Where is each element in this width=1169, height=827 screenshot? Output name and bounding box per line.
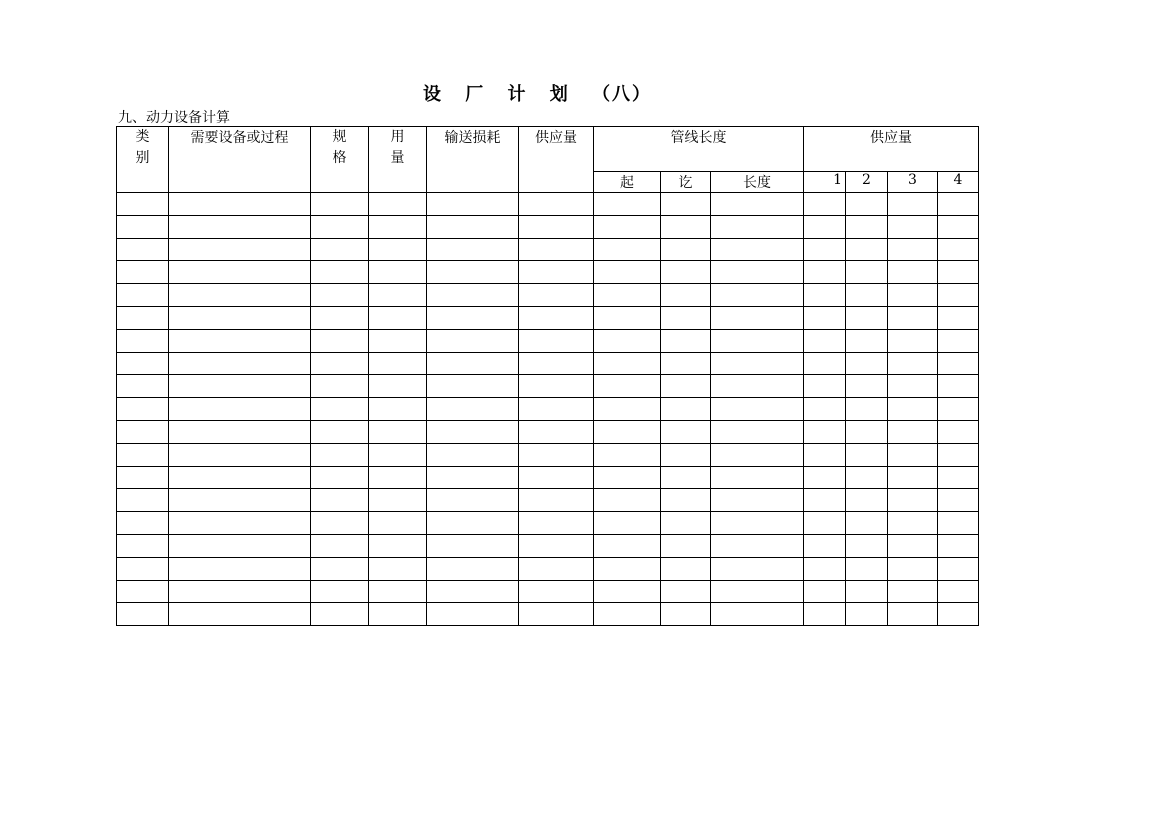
table-cell (369, 489, 427, 512)
table-cell (594, 557, 661, 580)
table-cell (804, 238, 846, 261)
table-cell (888, 306, 938, 329)
table-cell (938, 375, 979, 398)
table-cell (661, 193, 711, 216)
table-cell (169, 215, 311, 238)
table-cell (311, 580, 369, 603)
table-cell (169, 443, 311, 466)
table-cell (661, 603, 711, 626)
table-cell (846, 238, 888, 261)
table-cell (661, 352, 711, 375)
table-cell (117, 580, 169, 603)
table-row (117, 580, 979, 603)
table-cell (427, 238, 519, 261)
table-cell (169, 489, 311, 512)
table-cell (938, 306, 979, 329)
table-cell (311, 557, 369, 580)
table-cell (711, 306, 804, 329)
table-row (117, 489, 979, 512)
table-cell (888, 466, 938, 489)
table-row (117, 284, 979, 307)
table-cell (427, 215, 519, 238)
table-cell (804, 398, 846, 421)
table-cell (369, 193, 427, 216)
table-cell (846, 489, 888, 512)
table-row (117, 512, 979, 535)
table-cell (369, 443, 427, 466)
header-usage: 用 量 (369, 127, 427, 193)
power-equipment-table (116, 126, 979, 626)
table-cell (711, 193, 804, 216)
table-cell (711, 557, 804, 580)
table-cell (519, 512, 594, 535)
table-cell (427, 352, 519, 375)
table-cell (519, 489, 594, 512)
table-cell (888, 443, 938, 466)
table-cell (711, 489, 804, 512)
table-cell (846, 443, 888, 466)
table-cell (938, 512, 979, 535)
header-pipe-to: 讫 (661, 172, 711, 193)
table-cell (519, 420, 594, 443)
table-cell (169, 284, 311, 307)
table-row (117, 466, 979, 489)
table-cell (938, 238, 979, 261)
table-cell (117, 329, 169, 352)
table-cell (846, 512, 888, 535)
table-cell (804, 603, 846, 626)
table-cell (519, 580, 594, 603)
table-cell (594, 329, 661, 352)
table-cell (427, 489, 519, 512)
table-cell (711, 420, 804, 443)
table-cell (804, 306, 846, 329)
table-cell (427, 329, 519, 352)
table-cell (661, 398, 711, 421)
table-cell (938, 534, 979, 557)
table-cell (711, 352, 804, 375)
header-equipment: 需要设备或过程 (169, 127, 311, 193)
table-cell (711, 512, 804, 535)
table-cell (804, 420, 846, 443)
table-cell (519, 306, 594, 329)
table-cell (169, 512, 311, 535)
table-row (117, 375, 979, 398)
table-cell (519, 284, 594, 307)
table-cell (311, 466, 369, 489)
table-cell (427, 580, 519, 603)
table-cell (804, 557, 846, 580)
table-cell (117, 306, 169, 329)
title-char: 划 (549, 84, 570, 105)
table-cell (369, 284, 427, 307)
table-cell (519, 603, 594, 626)
table-cell (846, 306, 888, 329)
table-cell (938, 580, 979, 603)
table-cell (594, 261, 661, 284)
table-cell (117, 352, 169, 375)
table-cell (594, 215, 661, 238)
table-cell (661, 466, 711, 489)
table-cell (169, 375, 311, 398)
table-cell (117, 238, 169, 261)
table-cell (117, 398, 169, 421)
title-char: 计 (507, 84, 528, 105)
table-cell (311, 261, 369, 284)
table-cell (427, 534, 519, 557)
table-cell (888, 352, 938, 375)
table-cell (804, 375, 846, 398)
table-cell (888, 580, 938, 603)
table-cell (594, 534, 661, 557)
table-row (117, 329, 979, 352)
table-row (117, 420, 979, 443)
table-cell (938, 261, 979, 284)
table-cell (369, 534, 427, 557)
table-cell (594, 580, 661, 603)
table-cell (594, 512, 661, 535)
table-cell (661, 238, 711, 261)
header-supply-group: 供应量 (804, 127, 979, 172)
table-cell (369, 398, 427, 421)
table-cell (519, 238, 594, 261)
table-cell (661, 534, 711, 557)
table-cell (169, 238, 311, 261)
table-cell (888, 329, 938, 352)
table-cell (369, 329, 427, 352)
table-cell (661, 420, 711, 443)
table-cell (846, 580, 888, 603)
table-cell (427, 193, 519, 216)
table-cell (311, 306, 369, 329)
table-cell (311, 443, 369, 466)
title-char: （八） (592, 84, 653, 105)
table-cell (369, 603, 427, 626)
table-cell (846, 215, 888, 238)
table-cell (519, 375, 594, 398)
table-cell (938, 489, 979, 512)
table-cell (804, 580, 846, 603)
table-cell (427, 466, 519, 489)
table-cell (427, 375, 519, 398)
table-cell (369, 557, 427, 580)
table-row (117, 261, 979, 284)
table-cell (427, 512, 519, 535)
table-cell (311, 420, 369, 443)
table-cell (804, 466, 846, 489)
header-supply-col-2: 2 (846, 172, 888, 193)
table-cell (311, 489, 369, 512)
header-pipe-len: 长度 (711, 172, 804, 193)
table-cell (804, 215, 846, 238)
table-cell (846, 329, 888, 352)
table-cell (938, 603, 979, 626)
table-cell (888, 534, 938, 557)
table-cell (846, 261, 888, 284)
table-row (117, 215, 979, 238)
table-cell (846, 398, 888, 421)
table-cell (594, 238, 661, 261)
table-cell (519, 193, 594, 216)
table-cell (311, 352, 369, 375)
table-cell (519, 534, 594, 557)
table-cell (169, 466, 311, 489)
table-cell (117, 284, 169, 307)
header-row (117, 127, 979, 172)
table-cell (594, 420, 661, 443)
table-cell (938, 557, 979, 580)
header-transmission-loss: 输送损耗 (427, 127, 519, 193)
table-cell (594, 603, 661, 626)
table-cell (938, 420, 979, 443)
table-cell (711, 238, 804, 261)
table-cell (661, 443, 711, 466)
table-cell (711, 534, 804, 557)
table-cell (594, 193, 661, 216)
table-cell (594, 375, 661, 398)
table-cell (804, 534, 846, 557)
table-cell (661, 329, 711, 352)
table-cell (369, 238, 427, 261)
document-title (0, 80, 1075, 106)
table-cell (846, 557, 888, 580)
table-cell (888, 557, 938, 580)
table-cell (661, 215, 711, 238)
table-cell (169, 398, 311, 421)
table-row (117, 306, 979, 329)
table-cell (938, 329, 979, 352)
table-cell (519, 398, 594, 421)
table-row (117, 352, 979, 375)
table-row (117, 238, 979, 261)
table-cell (938, 284, 979, 307)
table-row (117, 398, 979, 421)
table-cell (888, 261, 938, 284)
table-cell (169, 534, 311, 557)
table-cell (594, 489, 661, 512)
title-char: 设 (422, 84, 443, 105)
table-cell (661, 375, 711, 398)
header-pipe-from: 起 (594, 172, 661, 193)
table-cell (846, 420, 888, 443)
table-row (117, 603, 979, 626)
table-cell (804, 284, 846, 307)
table-cell (661, 284, 711, 307)
table-cell (888, 489, 938, 512)
table-cell (804, 193, 846, 216)
table-cell (117, 512, 169, 535)
table-cell (661, 512, 711, 535)
table-cell (369, 375, 427, 398)
header-supply-col-4: 4 (938, 172, 979, 193)
table-cell (888, 215, 938, 238)
table-cell (117, 603, 169, 626)
table-cell (369, 466, 427, 489)
table-cell (711, 215, 804, 238)
table-cell (938, 352, 979, 375)
table-cell (117, 489, 169, 512)
table-cell (311, 603, 369, 626)
table-cell (427, 284, 519, 307)
table-cell (888, 512, 938, 535)
table-cell (711, 443, 804, 466)
table-cell (369, 215, 427, 238)
table-cell (888, 193, 938, 216)
table-cell (311, 534, 369, 557)
table-cell (846, 193, 888, 216)
table-cell (938, 466, 979, 489)
table-cell (169, 261, 311, 284)
table-cell (711, 580, 804, 603)
table-cell (846, 375, 888, 398)
table-cell (369, 352, 427, 375)
table-cell (711, 603, 804, 626)
table-cell (169, 557, 311, 580)
table-cell (311, 398, 369, 421)
table-cell (169, 580, 311, 603)
table-cell (846, 352, 888, 375)
table-cell (711, 398, 804, 421)
table-cell (117, 261, 169, 284)
table-cell (938, 443, 979, 466)
table-cell (519, 261, 594, 284)
table-cell (427, 398, 519, 421)
table-cell (594, 306, 661, 329)
table-cell (117, 534, 169, 557)
table-cell (661, 261, 711, 284)
table-cell (804, 489, 846, 512)
table-cell (519, 466, 594, 489)
table-cell (427, 420, 519, 443)
table-cell (311, 375, 369, 398)
section-heading: 九、动力设备计算 (118, 110, 230, 126)
table-cell (311, 215, 369, 238)
table-cell (661, 306, 711, 329)
table-cell (311, 238, 369, 261)
table-cell (117, 375, 169, 398)
table-cell (846, 603, 888, 626)
table-cell (938, 193, 979, 216)
table-cell (427, 603, 519, 626)
header-supply-col-1: 1 (804, 172, 846, 193)
table-row (117, 443, 979, 466)
title-char: 厂 (465, 84, 486, 105)
table-cell (846, 534, 888, 557)
table-cell (369, 420, 427, 443)
table-row (117, 557, 979, 580)
table-cell (804, 329, 846, 352)
table-cell (661, 557, 711, 580)
table-cell (369, 580, 427, 603)
table-cell (427, 557, 519, 580)
table-row (117, 193, 979, 216)
header-supply: 供应量 (519, 127, 594, 193)
table-cell (169, 306, 311, 329)
table-cell (369, 512, 427, 535)
header-pipe-length: 管线长度 (594, 127, 804, 172)
table-cell (169, 352, 311, 375)
table-cell (661, 580, 711, 603)
header-category: 类 别 (117, 127, 169, 193)
table-cell (888, 284, 938, 307)
table-cell (369, 306, 427, 329)
table-cell (169, 329, 311, 352)
table-cell (804, 261, 846, 284)
table-cell (519, 215, 594, 238)
table-cell (888, 420, 938, 443)
table-cell (169, 193, 311, 216)
table-cell (888, 375, 938, 398)
table-cell (311, 329, 369, 352)
table-cell (804, 512, 846, 535)
table-cell (711, 284, 804, 307)
table-cell (711, 466, 804, 489)
table-row (117, 534, 979, 557)
table-cell (888, 238, 938, 261)
table-cell (888, 603, 938, 626)
table-cell (804, 443, 846, 466)
header-spec: 规 格 (311, 127, 369, 193)
table-cell (117, 193, 169, 216)
table-cell (427, 443, 519, 466)
table-cell (846, 284, 888, 307)
table-cell (117, 466, 169, 489)
table-cell (594, 352, 661, 375)
table-cell (888, 398, 938, 421)
table-cell (369, 261, 427, 284)
table-cell (427, 261, 519, 284)
table-cell (711, 329, 804, 352)
table-cell (594, 466, 661, 489)
table-cell (846, 466, 888, 489)
table-cell (519, 443, 594, 466)
table-cell (311, 193, 369, 216)
table-cell (594, 398, 661, 421)
table-cell (519, 329, 594, 352)
table-cell (311, 284, 369, 307)
table-cell (117, 215, 169, 238)
table-cell (519, 557, 594, 580)
table-cell (169, 603, 311, 626)
table-cell (427, 306, 519, 329)
table-cell (938, 215, 979, 238)
table-cell (711, 261, 804, 284)
table-cell (661, 489, 711, 512)
table-cell (804, 352, 846, 375)
table-cell (594, 284, 661, 307)
table-cell (117, 420, 169, 443)
table-cell (594, 443, 661, 466)
table-cell (311, 512, 369, 535)
table-cell (117, 443, 169, 466)
table-cell (938, 398, 979, 421)
table-cell (711, 375, 804, 398)
table-cell (117, 557, 169, 580)
header-supply-col-3: 3 (888, 172, 938, 193)
table-cell (519, 352, 594, 375)
table-cell (169, 420, 311, 443)
